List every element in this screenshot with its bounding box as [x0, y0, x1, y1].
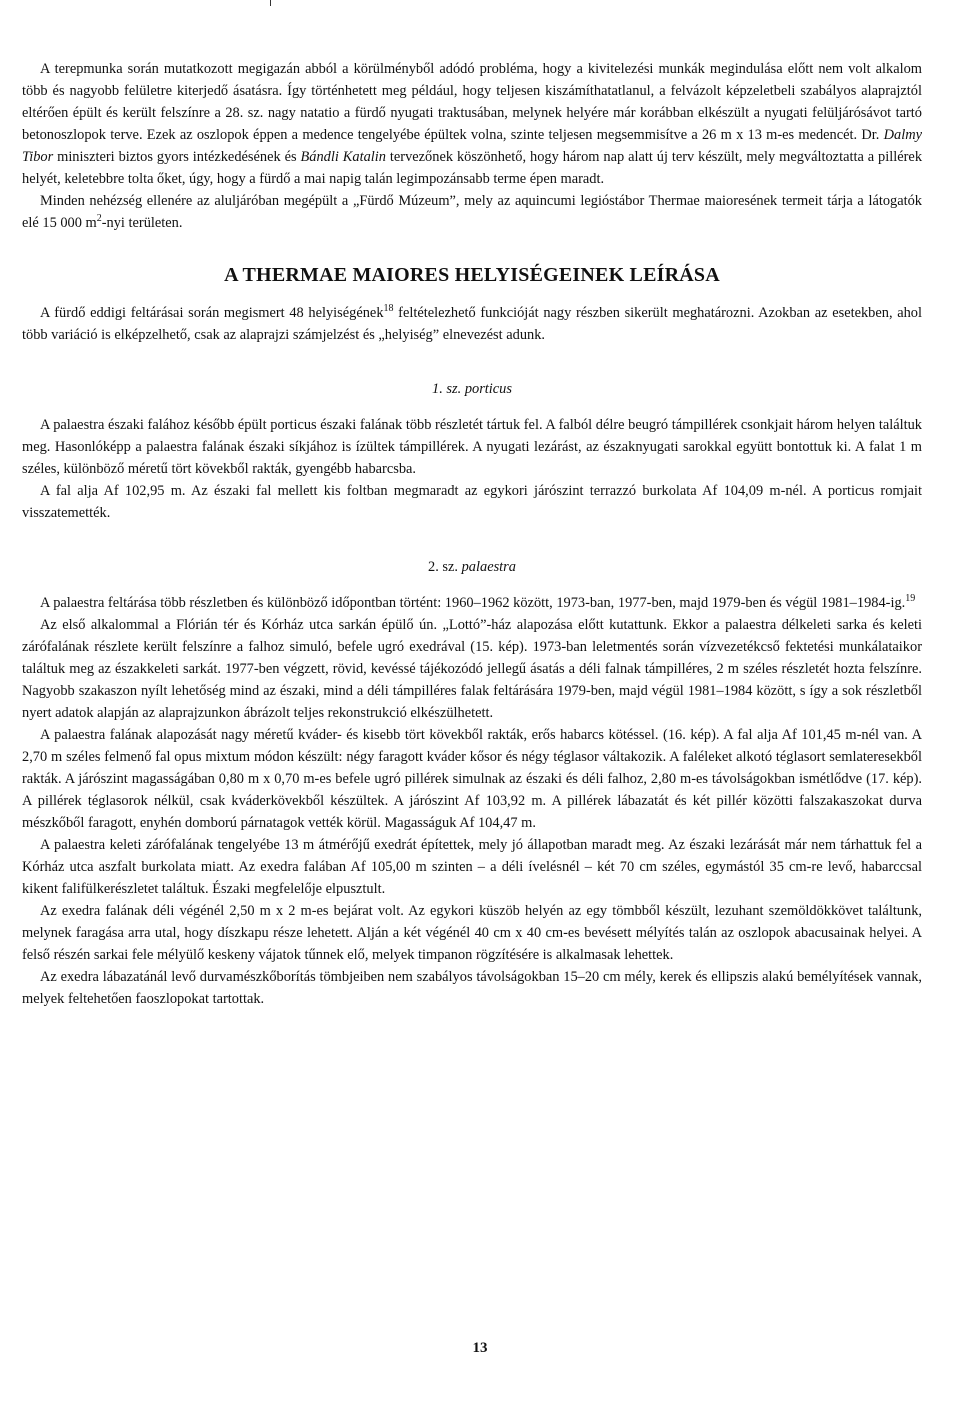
intro-paragraph-2 [22, 190, 922, 234]
person-name: Bándli Katalin [300, 149, 386, 165]
superscript: 2 [96, 213, 102, 224]
room-title: porticus [464, 381, 512, 397]
porticus-paragraph-2: A fal alja Af 102,95 m. Az északi fal mellett kis foltban megmaradt az egykori járószint terrazzó burkolata Af 104,09 m-nél. A porticus romjait visszatemették. [22, 483, 922, 521]
scan-mark [270, 0, 271, 6]
subheading-porticus [22, 378, 922, 400]
footnote-ref-18: 18 [383, 303, 394, 314]
subheading-palaestra [22, 556, 922, 578]
palaestra-paragraph-6: Az exedra lábazatánál levő durvamészkőborítás tömbjeiben nem szabályos távolságokban 15–20 cm mély, kerek és ellipszis alakú bemélyítések vannak, melyek feltehetően faoszlopokat tartottak. [22, 969, 922, 1007]
intro-paragraph-1 [22, 58, 922, 190]
text-run: A palaestra feltárása több részletben és különböző időpontban történt: 1960–1962 között, 1973-ban, 1977-ben, majd 1979-ben és végül 1981–1984-ig. [40, 595, 906, 611]
page-number: 13 [472, 1340, 488, 1356]
room-number: 2. sz. [428, 559, 458, 575]
section-intro-paragraph [22, 302, 922, 346]
palaestra-paragraph-5: Az exedra falának déli végénél 2,50 m x 2 m-es bejárat volt. Az egykori küszöb helyén az egy tömbből készült, lezuhant szemöldökkövet találtunk, melynek faragása arra utal, hogy díszkapu része lehetett. Alján a két végénél 40 cm x 40 cm-es bevésett mélyítés talán az oszlopok abacusainak helyei. A felső részén sarkai fele mélyülő keskeny vájatok tűnnek elő, melyek timpanon rögzítésére is alkalmasak lehettek. [22, 903, 922, 963]
palaestra-paragraph-3: A palaestra falának alapozását nagy méretű kváder- és kisebb tört kövekből rakták, erős habarcs kötéssel. (16. kép). A fal alja Af 101,45 m-nél van. A 2,70 m széles felmenő fal opus mixtum módon készült: négy faragott kváder kősor és négy téglasor váltakozik. A faléleket alkotó téglasort semlateresekből rakták. A járószint magasságában 0,80 m x 0,70 m-es befele ugró pillérek simulnak az északi és déli falhoz, 2,80 m-es távolságokban ismétlődve (17. kép). A pillérek téglasorok nélkül, csak kváderkövekből készültek. A járószint Af 103,92 m. A pillérek lábazatát és két pillér közötti falszakaszokat durva mészkőből faragott, enyhén domború párnatagok vették körül. Magasságuk Af 104,47 m. [22, 727, 922, 831]
section-heading: A THERMAE MAIORES HELYISÉGEINEK LEÍRÁSA [224, 264, 720, 286]
text-run: feltételezhető funkcióját nagy részben sikerült meghatározni. Azokban az esetekben, ahol több variáció is elképzelhető, csak az alaprajzi számjelzést és „helyiség” elnevezést adunk. [22, 305, 922, 343]
page-body [22, 58, 922, 1010]
text-run: -nyi területen. [101, 215, 183, 231]
text-run: tervezőnek köszönhető, hogy három nap alatt új terv készült, mely megváltoztatta a pillérek helyét, keletebbre tolta őket, úgy, hogy a fürdő a mai napig talán legimpozánsabb terme épen maradt. [22, 149, 923, 187]
room-number: 1. sz. [432, 381, 462, 397]
room-title: palaestra [461, 559, 516, 575]
text-run: A fürdő eddigi feltárásai során megismert 48 helyiségének [40, 305, 384, 321]
text-run: miniszteri biztos gyors intézkedésének és [53, 149, 301, 165]
text-run: A terepmunka során mutatkozott megigazán abból a körülményből adódó probléma, hogy a kivitelezési munkák megindulása előtt nem volt alkalom több és nagyobb felületre kiterjedő ásatásra. Így történhetett meg például, hogy teljesen kiszámíthatatlanul, a felvázolt képzeletbeli szabályos alaprajztól eltérően épült és került felszínre a 28. sz. nagy natatio a fürdő nyugati traktusában, melynek helyére már korábban elkészült a nyugati felüljárósávot tartó betonoszlopok terve. Ezek az oszlopok éppen a medence tengelyébe épültek volna, szinte teljesen megsemmisítve a 26 m x 13 m-es medencét. Dr. [22, 61, 922, 143]
palaestra-paragraph-1 [22, 592, 922, 614]
text-run: Minden nehézség ellenére az aluljáróban megépült a „Fürdő Múzeum”, mely az aquincumi legióstábor Thermae maioresének termeit tárja a látogatók elé 15 000 m [22, 193, 922, 231]
porticus-paragraph-1: A palaestra északi falához később épült porticus északi falának több részletét tártuk fel. A falból délre beugró támpillérek csonkjait három helyen találtuk meg. Hasonlóképp a palaestra falának északi síkjához is ízültek támpillérek. A nyugati lezárást, az északnyugati sarokkal együtt bontottuk ki. A falat 1 m széles, különböző méretű tört kövekből rakták, gyengébb habarcsba. [22, 417, 922, 477]
person-name: Dalmy Tibor [22, 127, 922, 165]
palaestra-paragraph-4: A palaestra keleti zárófalának tengelyébe 13 m átmérőjű exedrát építettek, mely jó állapotban maradt meg. Az északi lezárását már nem tárhattuk fel a Kórház utca aszfalt burkolata miatt. Az exedra falában Af 105,00 m szinten – a déli ívelésnél – két 70 cm széles, egymástól 35 cm-re levő, habarccsal kikent falifülkerészletet találtuk. Északi megfelelője elpusztult. [22, 837, 922, 897]
footnote-ref-19: 19 [905, 593, 916, 604]
palaestra-paragraph-2: Az első alkalommal a Flórián tér és Kórház utca sarkán épülő ún. „Lottó”-ház alapozása előtt kutattunk. Ekkor a palaestra délkeleti sarka és keleti zárófalának részlete került felszínre a falhoz simuló, befele ugró exedrával (15. kép). 1973-ban leletmentés során vízvezetékcső fektetési munkálataikor találtuk meg az északkeleti sarkát. 1977-ben végzett, rövid, kevéssé tájékozódó jellegű ásatás a déli falnak támpilléres, 2 m széles részletét hozta felszínre. Nagyobb szakaszon nyílt lehetőség mind az északi, mind a déli támpilléres falak feltárására 1979-ben, majd végül 1981–1984 között, s így a sok részletből nyert adatok alapján az alaprajzunkon ábrázolt teljes rekonstrukció elkészülhetett. [22, 617, 922, 721]
